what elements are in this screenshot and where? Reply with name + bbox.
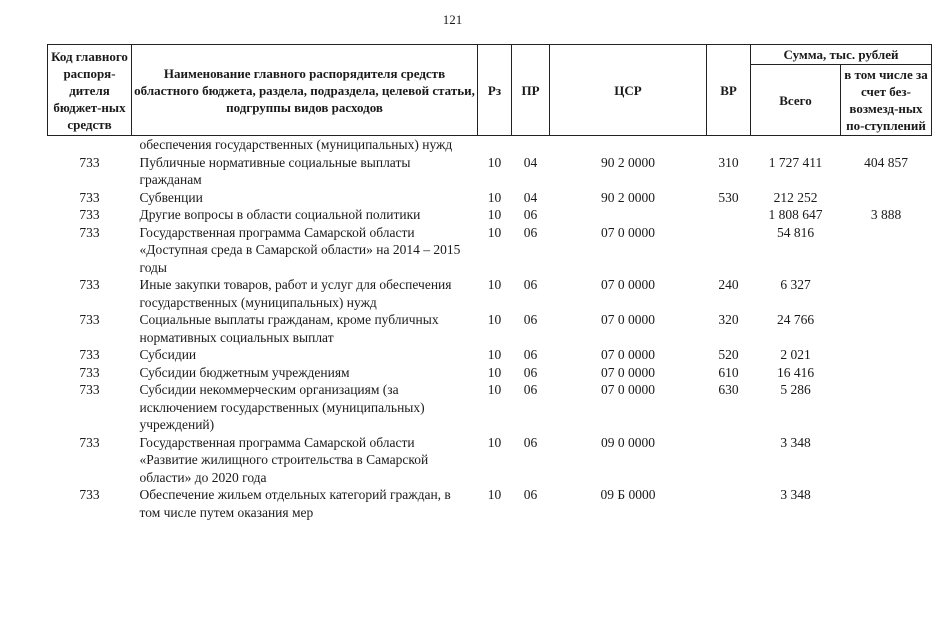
cell-vr: 520 bbox=[718, 347, 739, 362]
table-row bbox=[48, 189, 932, 207]
table-row bbox=[48, 364, 932, 382]
table-row bbox=[48, 206, 932, 224]
cell-vr: 240 bbox=[718, 277, 739, 292]
cell-code: 733 bbox=[79, 382, 100, 397]
header-csr: ЦСР bbox=[550, 45, 707, 136]
cell-total: 3 348 bbox=[780, 487, 811, 502]
cell-csr: 07 0 0000 bbox=[601, 382, 655, 397]
cell-vr: 310 bbox=[718, 154, 739, 170]
cell-code: 733 bbox=[79, 207, 100, 222]
cell-pr: 06 bbox=[523, 224, 538, 240]
cell-total: 2 021 bbox=[780, 347, 811, 362]
cell-total bbox=[751, 136, 841, 154]
cell-name: Публичные нормативные социальные выплаты гражданам bbox=[139, 154, 411, 187]
cell-code: 733 bbox=[79, 277, 100, 292]
cell-grants bbox=[841, 224, 932, 277]
cell-vr: 610 bbox=[718, 364, 739, 380]
cell-csr: 07 0 0000 bbox=[601, 347, 655, 362]
cell-csr: 90 2 0000 bbox=[601, 154, 655, 170]
cell-rz: 10 bbox=[487, 312, 502, 327]
header-vr: ВР bbox=[707, 45, 751, 136]
table-row bbox=[48, 276, 932, 311]
header-name: Наименование главного распорядителя средств областного бюджета, раздела, подраздела, целевой статьи, подгруппы видов расходов bbox=[132, 45, 478, 136]
page-number: 121 bbox=[442, 12, 463, 27]
cell-total: 5 286 bbox=[780, 382, 811, 397]
cell-rz: 10 bbox=[487, 364, 502, 380]
cell-csr: 09 0 0000 bbox=[601, 434, 655, 450]
cell-rz: 10 bbox=[487, 224, 502, 240]
cell-pr: 06 bbox=[523, 277, 538, 292]
cell-vr bbox=[707, 434, 751, 487]
cell-pr: 06 bbox=[523, 364, 538, 380]
cell-grants bbox=[841, 486, 932, 521]
cell-name: Государственная программа Самарской области «Развитие жилищного строительства в Самарской области» до 2020 года bbox=[139, 434, 429, 485]
cell-name: Обеспечение жильем отдельных категорий граждан, в том числе путем оказания мер bbox=[139, 487, 451, 520]
cell-total: 24 766 bbox=[776, 312, 815, 327]
table-row bbox=[48, 224, 932, 277]
cell-pr: 06 bbox=[523, 312, 538, 327]
cell-total: 1 808 647 bbox=[768, 207, 823, 222]
cell-total: 6 327 bbox=[780, 277, 811, 292]
cell-grants bbox=[841, 276, 932, 311]
table-row bbox=[48, 381, 932, 434]
cell-vr bbox=[707, 206, 751, 224]
cell-csr: 07 0 0000 bbox=[601, 312, 655, 327]
cell-name: Социальные выплаты гражданам, кроме публичных нормативных социальных выплат bbox=[139, 312, 439, 345]
cell-name: Субвенции bbox=[139, 189, 203, 205]
cell-grants bbox=[841, 311, 932, 346]
budget-table bbox=[47, 44, 932, 521]
header-pr: ПР bbox=[512, 45, 550, 136]
cell-pr: 04 bbox=[523, 154, 538, 170]
cell-total: 16 416 bbox=[776, 364, 815, 380]
cell-name: Иные закупки товаров, работ и услуг для обеспечения государственных (муниципальных) нужд bbox=[139, 277, 452, 310]
cell-rz: 10 bbox=[487, 207, 502, 222]
cell-name: Другие вопросы в области социальной политики bbox=[139, 207, 421, 222]
cell-vr bbox=[707, 224, 751, 277]
cell-code: 733 bbox=[79, 154, 100, 170]
table-row bbox=[48, 486, 932, 521]
cell-code: 733 bbox=[79, 364, 100, 380]
cell-pr: 06 bbox=[523, 487, 538, 502]
header-rz: Рз bbox=[478, 45, 512, 136]
cell-csr: 90 2 0000 bbox=[601, 189, 655, 205]
cell-vr: 530 bbox=[718, 189, 739, 205]
cell-rz: 10 bbox=[487, 189, 502, 205]
cell-grants bbox=[841, 364, 932, 382]
cell-csr bbox=[550, 206, 707, 224]
cell-vr: 630 bbox=[718, 382, 739, 397]
cell-code: 733 bbox=[79, 312, 100, 327]
cell-csr: 07 0 0000 bbox=[601, 364, 655, 380]
cell-vr bbox=[707, 486, 751, 521]
header-total: Всего bbox=[751, 65, 841, 136]
header-grants: в том числе за счет без-возмезд-ных по-ступлений bbox=[841, 65, 932, 136]
cell-name: Субсидии bbox=[139, 347, 197, 362]
cell-rz: 10 bbox=[487, 434, 502, 450]
cell-grants: 404 857 bbox=[864, 154, 908, 170]
cell-csr: 09 Б 0000 bbox=[600, 487, 656, 502]
cell-code: 733 bbox=[79, 487, 100, 502]
cell-grants: 3 888 bbox=[870, 207, 902, 222]
cell-pr: 06 bbox=[523, 382, 538, 397]
cell-grants bbox=[841, 381, 932, 434]
table-row bbox=[48, 434, 932, 487]
cell-rz: 10 bbox=[487, 487, 502, 502]
cell-rz: 10 bbox=[487, 382, 502, 397]
cell-rz: 10 bbox=[487, 277, 502, 292]
header-sum-group: Сумма, тыс. рублей bbox=[751, 45, 932, 65]
cell-total: 54 816 bbox=[776, 224, 815, 240]
header-code: Код главного распоря-дителя бюджет-ных средств bbox=[48, 45, 132, 136]
cell-name: Субсидии некоммерческим организациям (за исключением государственных (муниципальных) учреждений) bbox=[139, 382, 425, 432]
cell-name: обеспечения государственных (муниципальных) нужд bbox=[139, 137, 453, 152]
cell-total: 3 348 bbox=[780, 434, 811, 450]
cell-pr: 06 bbox=[523, 207, 538, 222]
cell-pr bbox=[512, 136, 550, 154]
cell-pr: 04 bbox=[523, 189, 538, 205]
cell-total: 1 727 411 bbox=[768, 154, 823, 170]
cell-vr: 320 bbox=[718, 312, 739, 327]
cell-code: 733 bbox=[79, 347, 100, 362]
cell-name: Государственная программа Самарской области «Доступная среда в Самарской области» на 2014 – 2015 годы bbox=[139, 224, 461, 275]
cell-csr: 07 0 0000 bbox=[601, 224, 655, 240]
cell-rz: 10 bbox=[487, 154, 502, 170]
cell-name: Субсидии бюджетным учреждениям bbox=[139, 364, 350, 380]
cell-grants bbox=[841, 189, 932, 207]
cell-grants bbox=[841, 434, 932, 487]
cell-total: 212 252 bbox=[773, 189, 818, 205]
cell-code: 733 bbox=[79, 434, 100, 450]
cell-rz bbox=[478, 136, 512, 154]
cell-vr bbox=[707, 136, 751, 154]
cell-rz: 10 bbox=[487, 347, 502, 362]
cell-code: 733 bbox=[79, 224, 100, 240]
cell-csr: 07 0 0000 bbox=[601, 277, 655, 292]
cell-grants bbox=[841, 136, 932, 154]
cell-pr: 06 bbox=[523, 434, 538, 450]
cell-csr bbox=[550, 136, 707, 154]
cell-code bbox=[48, 136, 132, 154]
table-row bbox=[48, 136, 932, 154]
cell-code: 733 bbox=[79, 189, 100, 205]
table-row bbox=[48, 154, 932, 189]
cell-grants bbox=[841, 346, 932, 364]
table-row bbox=[48, 311, 932, 346]
cell-pr: 06 bbox=[523, 347, 538, 362]
table-row bbox=[48, 346, 932, 364]
